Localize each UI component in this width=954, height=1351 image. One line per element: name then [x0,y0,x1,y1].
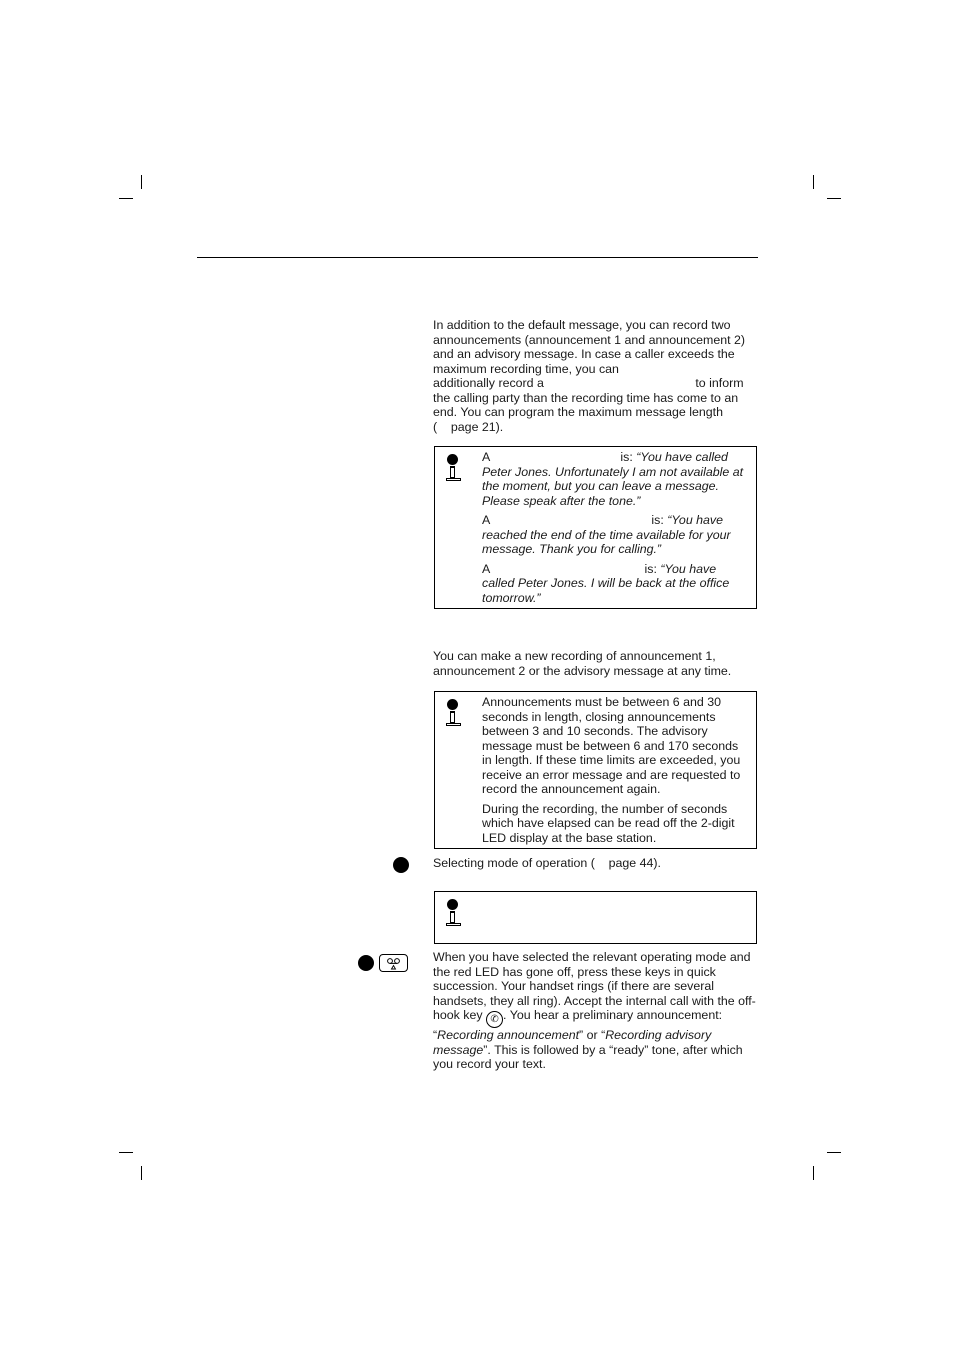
crop-mark [813,175,814,189]
note-paragraph: During the recording, the number of seconds which have elapsed can be read off the 2-digit LED display at the base station. [482,801,735,845]
limits-note-box [434,691,757,849]
example-item: A is: “You have called Peter Jones. I will be back at the office tomorrow.” [482,561,730,605]
off-hook-key-icon: ✆ [486,1011,503,1028]
info-icon [446,454,460,480]
crop-mark [119,198,133,199]
crop-mark [827,198,841,199]
intro-line: and an advisory message. In case a caller exceeds the [433,347,735,361]
paragraph-line: You can make a new recording of announcement 1, [433,649,716,663]
intro-line: end. You can program the maximum message length [433,405,723,419]
note-paragraph: Announcements must be between 6 and 30 seconds in length, closing announcements between 3 and 10 seconds. The advisory message must be between 6 and 170 seconds in length. If these time limits are exceeded, you receive an error message and are requested to record the announcement again. [482,695,741,796]
step1-text: Selecting mode of operation ( page 44). [433,856,661,870]
step-bullet [393,857,409,873]
info-icon [446,899,460,925]
step-bullet [358,955,374,971]
new-recording-paragraph [433,649,758,678]
crop-mark [141,175,142,189]
intro-line: additionally record a to inform [433,376,744,390]
intro-line: the calling party than the recording time has come to an [433,390,739,405]
intro-line: ( page 21). [433,419,504,434]
examples-note-box [434,446,757,609]
crop-mark [827,1152,841,1153]
example-item: A is: “You have called Peter Jones. Unfortunately I am not available at the moment, but you can leave a message. Please speak after the tone.” [482,450,744,508]
header-rule [197,257,758,258]
crop-mark [119,1152,133,1153]
example-item: A is: “You have reached the end of the time available for your message. Thank you for calling.” [482,513,731,556]
step2-text: When you have selected the relevant operating mode and the red LED has gone off, press these keys in quick succession. Your handset rings (if there are several handsets, they all ring). Accept the internal call with the off-hook key ✆ . You hear a preliminary announcement: “Recording announcement” or “Recording advisory message”. This is followed by a “ready” tone, after which you record your text. [433,950,756,1071]
info-icon [446,699,460,725]
empty-note-box [434,891,757,944]
crop-mark [813,1166,814,1180]
crop-mark [141,1166,142,1180]
intro-line: maximum recording time, you can [433,361,619,376]
paragraph-line: announcement 2 or the advisory message at any time. [433,663,732,678]
intro-line: announcements (announcement 1 and announcement 2) [433,332,746,347]
answering-machine-key-icon [379,954,408,972]
intro-paragraph [433,318,758,434]
intro-line: In addition to the default message, you can record two [433,318,731,332]
